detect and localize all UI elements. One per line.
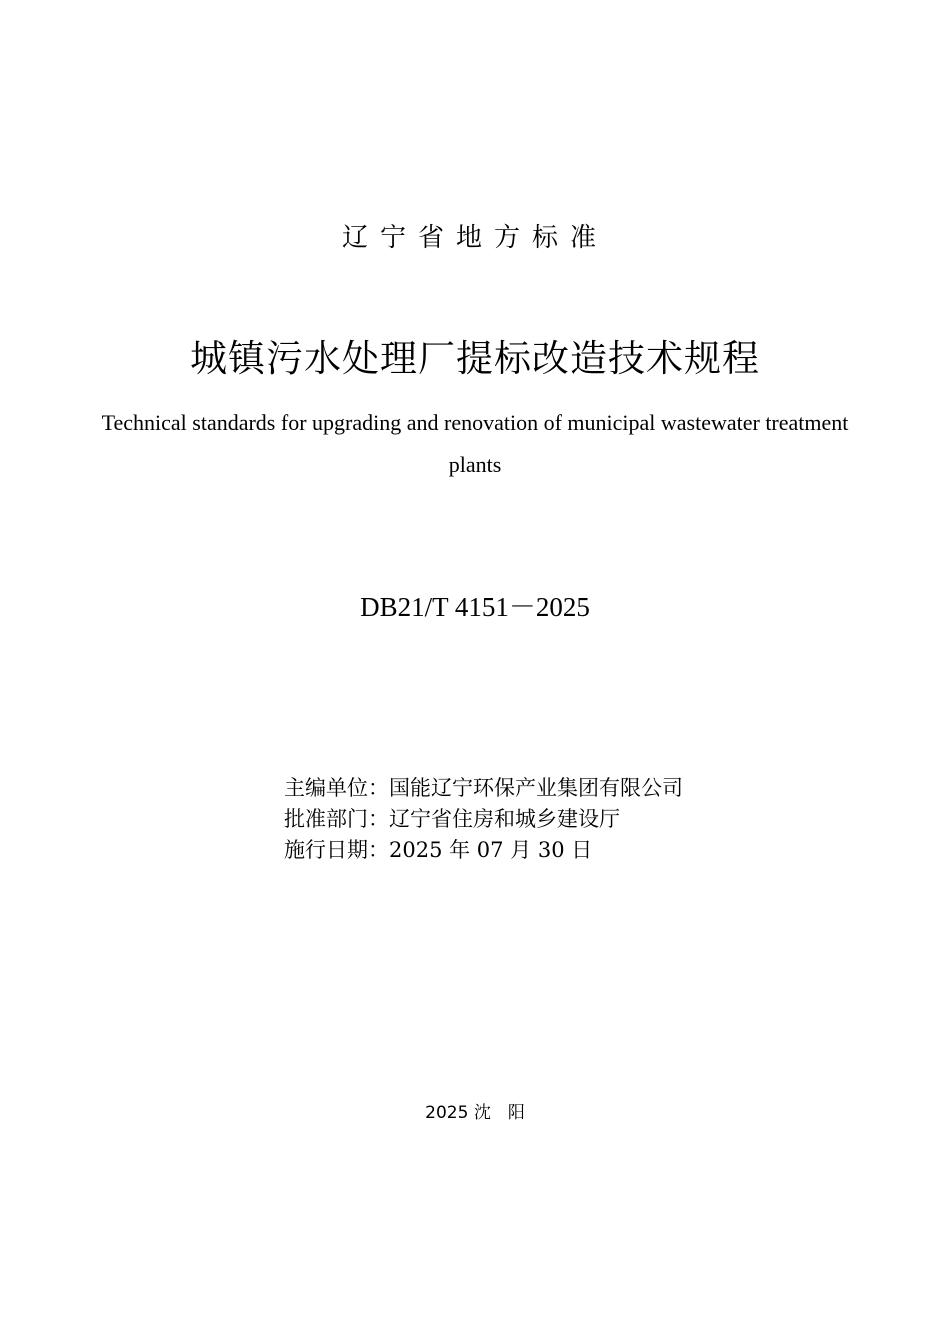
approver-row [284, 804, 844, 835]
document-title-english: Technical standards for upgrading and renovation of municipal wastewater treatment plants [101, 410, 849, 477]
document-category: 辽宁省地方标准 [341, 223, 608, 253]
effective-date-row [284, 835, 844, 866]
publication-footer [0, 1100, 950, 1126]
standard-number: DB21/T 4151－2025 [360, 592, 590, 622]
publication-year: 2025 [425, 1103, 469, 1123]
document-meta [284, 773, 844, 866]
compiler-value: 国能辽宁环保产业集团有限公司 [389, 776, 683, 800]
approver-value: 辽宁省住房和城乡建设厅 [389, 807, 620, 831]
compiler-row [284, 773, 844, 804]
compiler-label: 主编单位： [284, 776, 389, 800]
approver-label: 批准部门： [284, 807, 389, 831]
effective-date-label: 施行日期： [284, 838, 389, 862]
effective-date-value: 2025 年 07 月 30 日 [389, 838, 593, 862]
document-title-chinese: 城镇污水处理厂提标改造技术规程 [190, 337, 760, 380]
publication-city: 沈 阳 [473, 1103, 525, 1123]
